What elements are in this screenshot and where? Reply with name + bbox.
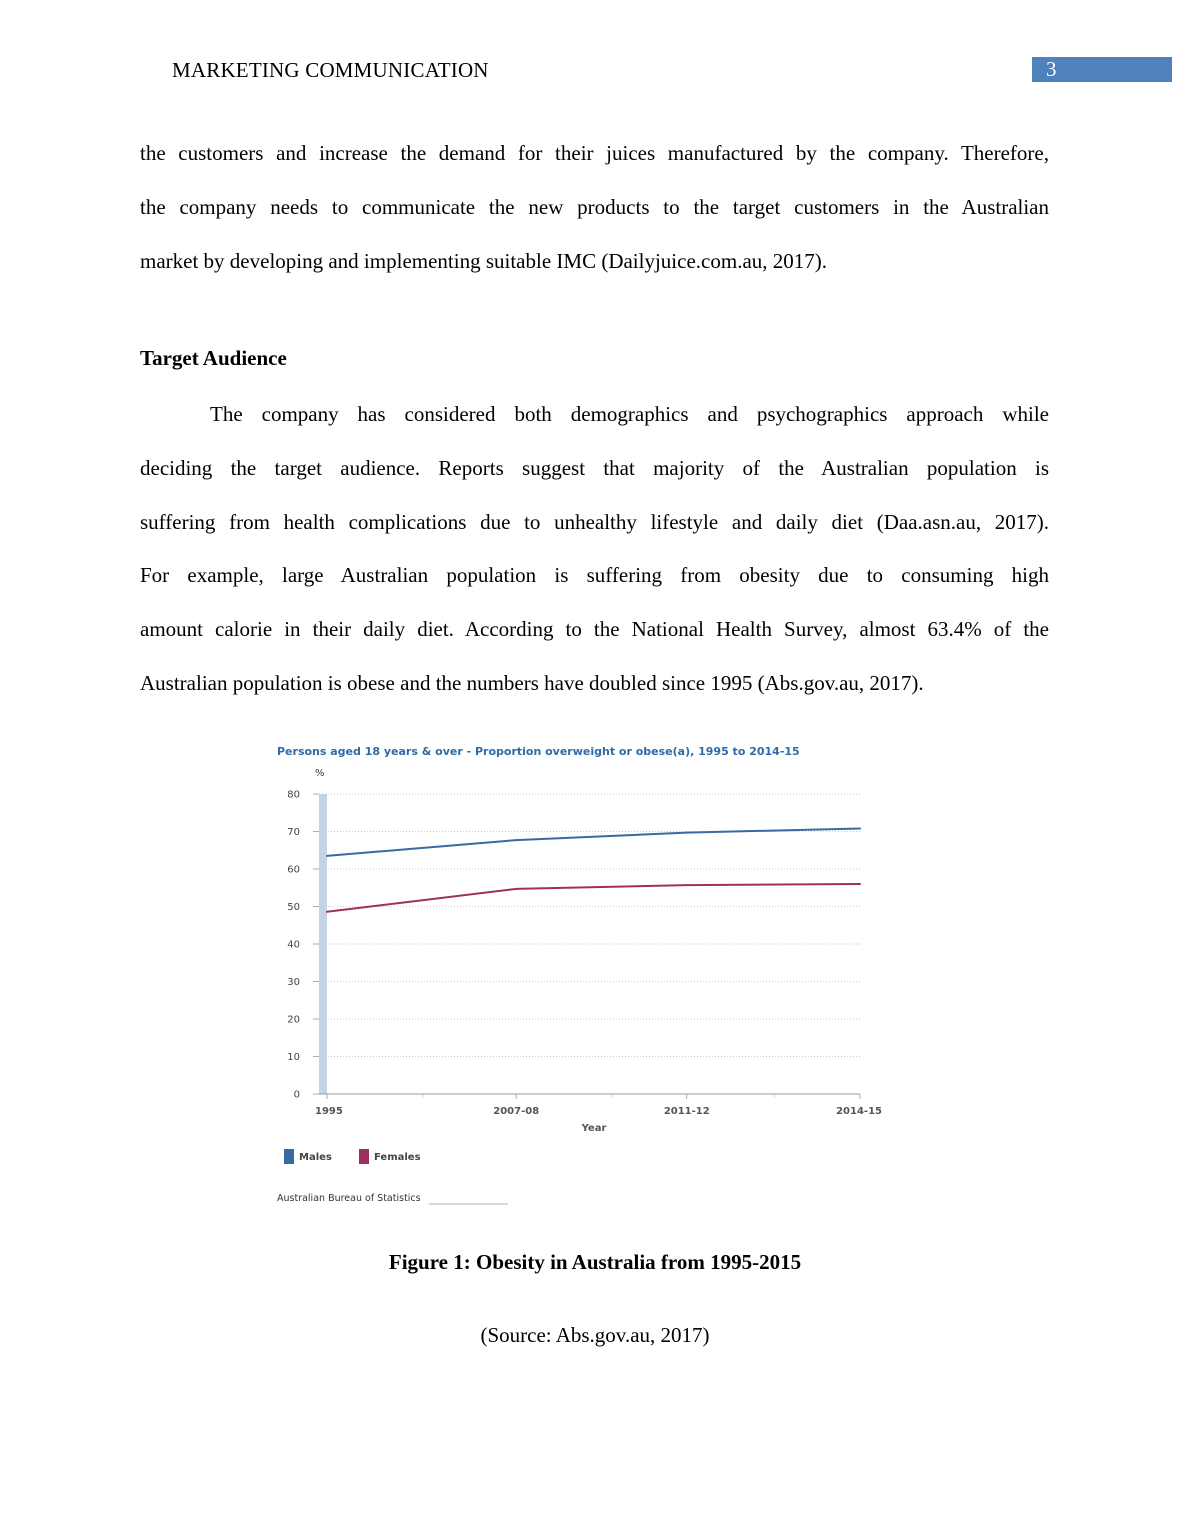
paragraph-line: Australian population is obese and the numbers have doubled since 1995 (Abs.gov.au, 2017). (140, 670, 924, 695)
body-paragraph (140, 388, 1049, 711)
data-point-females (515, 888, 517, 890)
data-point-males (686, 832, 688, 834)
y-tick-label: 70 (287, 827, 300, 838)
x-tick-label: 2014-15 (836, 1106, 882, 1117)
paragraph-line: market by developing and implementing suitable IMC (Dailyjuice.com.au, 2017). (140, 248, 828, 273)
series-line-males (327, 829, 860, 856)
paragraph-line: The company has considered both demographics and psychographics approach while (210, 402, 1049, 426)
running-header: MARKETING COMMUNICATION (172, 58, 489, 82)
legend-swatch-females (359, 1149, 369, 1164)
y-axis-label: % (315, 768, 325, 779)
chart-title: Persons aged 18 years & over - Proportion overweight or obese(a), 1995 to 2014-15 (277, 745, 800, 758)
obesity-chart (270, 738, 900, 1213)
x-axis-label: Year (581, 1123, 607, 1134)
y-tick-label: 10 (287, 1052, 300, 1063)
paragraph-line: the company needs to communicate the new products to the target customers in the Australian (140, 194, 1049, 219)
y-tick-label: 60 (287, 864, 300, 876)
figure-caption: Figure 1: Obesity in Australia from 1995-2015 (388, 1250, 802, 1274)
intro-paragraph (140, 127, 1049, 288)
section-heading: Target Audience (140, 346, 287, 370)
paragraph-line: deciding the target audience. Reports suggest that majority of the Australian population is (140, 455, 1049, 480)
legend-swatch-males (284, 1149, 294, 1164)
data-point-females (326, 911, 328, 913)
data-point-females (686, 884, 688, 886)
y-axis-band (319, 794, 327, 1094)
y-tick-label: 20 (287, 1014, 300, 1026)
paragraph-line: suffering from health complications due to unhealthy lifestyle and daily diet (Daa.asn.au, 2017). (140, 509, 1049, 534)
y-tick-label: 30 (287, 977, 300, 988)
x-tick-label: 2007-08 (493, 1106, 540, 1117)
legend-label-females: Females (374, 1152, 421, 1163)
legend-label-males: Males (299, 1152, 332, 1163)
x-tick-label: 2011-12 (663, 1106, 710, 1117)
figure-source: (Source: Abs.gov.au, 2017) (480, 1323, 710, 1347)
data-point-males (859, 828, 861, 830)
x-tick-label: 1995 (315, 1106, 343, 1117)
data-point-males (515, 839, 517, 841)
paragraph-line: the customers and increase the demand for their juices manufactured by the company. Therefore, (140, 141, 1049, 165)
data-point-females (859, 883, 861, 885)
series-line-females (327, 884, 860, 912)
chart-svg (270, 738, 900, 1213)
y-tick-label: 80 (287, 789, 300, 801)
y-tick-label: 50 (287, 902, 300, 913)
page-number: 3 (1032, 57, 1172, 82)
paragraph-line: amount calorie in their daily diet. According to the National Health Survey, almost 63.4% of the (140, 617, 1049, 642)
data-point-males (326, 855, 328, 857)
paragraph-line: For example, large Australian population is suffering from obesity due to consuming high (140, 563, 1049, 588)
y-tick-label: 40 (287, 939, 300, 951)
chart-source-note: Australian Bureau of Statistics (277, 1193, 421, 1204)
y-tick-label: 0 (293, 1089, 300, 1101)
